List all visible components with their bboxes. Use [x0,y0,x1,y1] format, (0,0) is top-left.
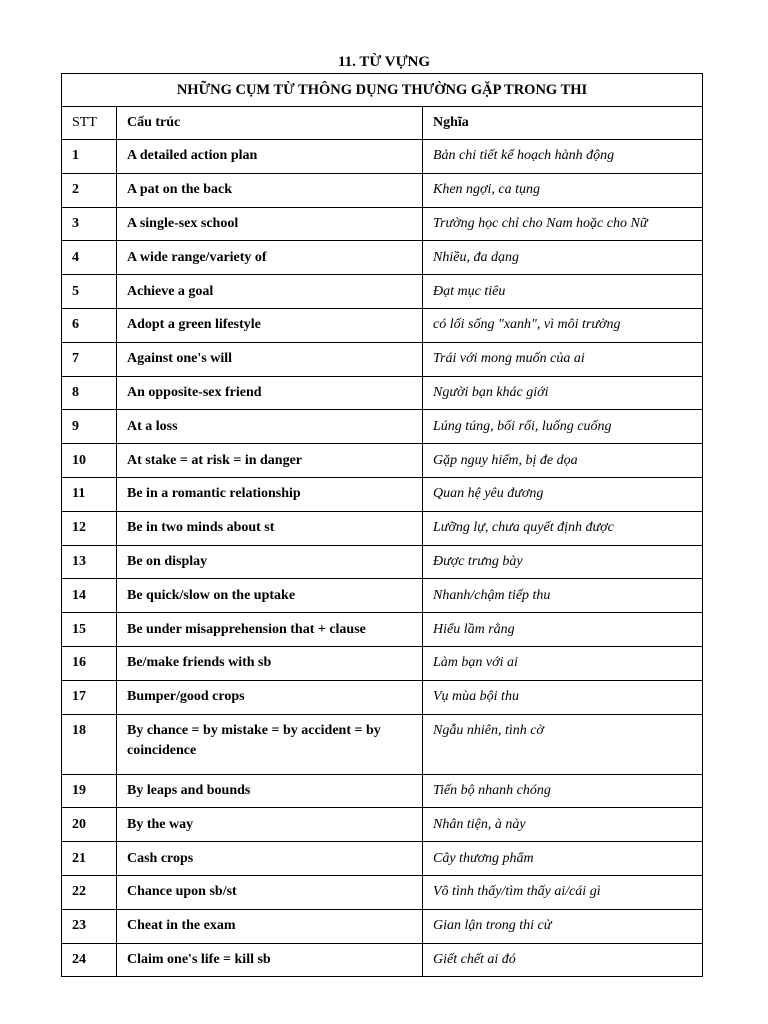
table-row [62,774,703,808]
row-meaning: Nhiều, đa dạng [423,241,703,275]
row-structure: Cash crops [117,842,423,876]
row-meaning: Cây thương phẩm [423,842,703,876]
row-meaning: Lưỡng lự, chưa quyết định được [423,511,703,545]
row-meaning: Nhân tiện, à này [423,808,703,842]
table-row [62,909,703,943]
row-number: 1 [62,140,117,174]
row-meaning: Vô tình thấy/tìm thấy ai/cái gì [423,875,703,909]
row-number: 10 [62,444,117,478]
row-structure: Achieve a goal [117,275,423,309]
row-number: 5 [62,275,117,309]
row-structure: Be under misapprehension that + clause [117,613,423,647]
row-meaning: Lúng túng, bối rối, luống cuống [423,410,703,444]
row-number: 14 [62,579,117,613]
table-row [62,714,703,774]
row-structure: Bumper/good crops [117,680,423,714]
column-header-meaning: Nghĩa [423,107,703,140]
row-structure: By the way [117,808,423,842]
row-structure: A detailed action plan [117,140,423,174]
row-number: 13 [62,545,117,579]
row-number: 11 [62,477,117,511]
row-structure: Against one's will [117,342,423,376]
table-heading: NHỮNG CỤM TỪ THÔNG DỤNG THƯỜNG GẶP TRONG THI [62,74,703,107]
row-number: 2 [62,173,117,207]
table-row [62,680,703,714]
column-header-stt: STT [62,107,117,140]
row-structure: At a loss [117,410,423,444]
row-number: 22 [62,875,117,909]
row-meaning: Giết chết ai đó [423,943,703,977]
table-row [62,207,703,241]
row-number: 15 [62,613,117,647]
row-structure: Be on display [117,545,423,579]
row-number: 24 [62,943,117,977]
row-number: 20 [62,808,117,842]
row-structure: Claim one's life = kill sb [117,943,423,977]
table-row [62,545,703,579]
row-structure: An opposite-sex friend [117,376,423,410]
row-meaning: Người bạn khác giới [423,376,703,410]
row-number: 21 [62,842,117,876]
row-meaning: Bản chi tiết kế hoạch hành động [423,140,703,174]
row-meaning: có lối sống "xanh", vì môi trường [423,308,703,342]
row-meaning: Trường học chỉ cho Nam hoặc cho Nữ [423,207,703,241]
row-meaning: Ngẫu nhiên, tình cờ [423,714,703,774]
row-meaning: Trái với mong muốn của ai [423,342,703,376]
row-structure: By leaps and bounds [117,774,423,808]
row-number: 9 [62,410,117,444]
row-meaning: Nhanh/chậm tiếp thu [423,579,703,613]
row-meaning: Vụ mùa bội thu [423,680,703,714]
section-title: 11. TỪ VỰNG [337,54,431,70]
row-meaning: Đạt mục tiêu [423,275,703,309]
row-number: 7 [62,342,117,376]
vocabulary-table [61,73,703,977]
table-row [62,511,703,545]
row-structure: Cheat in the exam [117,909,423,943]
table-row [62,275,703,309]
table-row [62,808,703,842]
row-meaning: Hiểu lầm rằng [423,613,703,647]
row-meaning: Tiến bộ nhanh chóng [423,774,703,808]
table-row [62,842,703,876]
row-number: 16 [62,646,117,680]
row-meaning: Khen ngợi, ca tụng [423,173,703,207]
row-number: 23 [62,909,117,943]
table-row [62,875,703,909]
row-structure: A pat on the back [117,173,423,207]
row-structure: At stake = at risk = in danger [117,444,423,478]
table-row [62,241,703,275]
row-meaning: Quan hệ yêu đương [423,477,703,511]
column-header-row [62,107,703,140]
row-structure: A single-sex school [117,207,423,241]
table-row [62,477,703,511]
row-number: 8 [62,376,117,410]
row-meaning: Làm bạn với ai [423,646,703,680]
row-number: 18 [62,714,117,774]
row-number: 12 [62,511,117,545]
row-structure: A wide range/variety of [117,241,423,275]
table-row [62,646,703,680]
table-heading-row [62,74,703,107]
table-row [62,444,703,478]
row-structure: Be in two minds about st [117,511,423,545]
table-row [62,342,703,376]
row-meaning: Được trưng bày [423,545,703,579]
row-number: 17 [62,680,117,714]
row-meaning: Gian lận trong thi cử [423,909,703,943]
row-number: 4 [62,241,117,275]
table-row [62,140,703,174]
table-row [62,943,703,977]
row-structure: Be in a romantic relationship [117,477,423,511]
row-number: 3 [62,207,117,241]
table-row [62,173,703,207]
table-row [62,308,703,342]
row-number: 6 [62,308,117,342]
row-meaning: Gặp nguy hiểm, bị đe dọa [423,444,703,478]
table-row [62,613,703,647]
row-structure: Be/make friends with sb [117,646,423,680]
table-row [62,579,703,613]
row-number: 19 [62,774,117,808]
row-structure: Adopt a green lifestyle [117,308,423,342]
row-structure: By chance = by mistake = by accident = by coincidence [117,714,423,774]
row-structure: Chance upon sb/st [117,875,423,909]
row-structure: Be quick/slow on the uptake [117,579,423,613]
column-header-structure: Cấu trúc [117,107,423,140]
vocabulary-table-body [62,74,703,977]
table-row [62,410,703,444]
table-row [62,376,703,410]
